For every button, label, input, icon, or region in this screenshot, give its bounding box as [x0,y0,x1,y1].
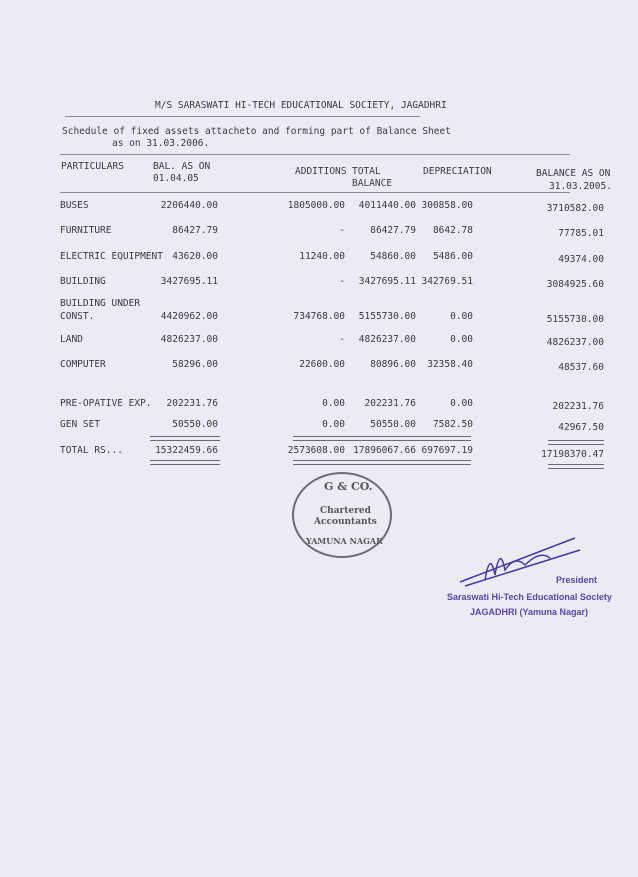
cell-closing: 5155730.00 [546,314,604,325]
header-closing-date: 31.03.2005. [549,181,612,192]
cell-total: 80896.00 [370,359,416,370]
asset-name: CONST. [60,311,95,322]
cell-additions: 22600.00 [299,359,345,370]
total-label: TOTAL RS... [60,445,123,456]
cell-depreciation: 7582.50 [432,419,473,430]
seal-text: Accountants [314,517,377,527]
cell-additions: - [339,334,345,345]
cell-opening: 43620.00 [172,251,218,262]
seal-text: YAMUNA NAGAR [306,536,383,546]
cell-closing: 42967.50 [558,422,604,433]
cell-depreciation: 0.00 [450,398,473,409]
asset-name: FURNITURE [60,225,112,236]
asset-name: BUILDING [60,276,106,287]
asset-name: BUSES [60,200,89,211]
chartered-accountants-seal [292,472,392,558]
cell-closing: 48537.60 [558,362,604,373]
cell-additions: 0.00 [322,419,345,430]
cell-closing: 3084925.60 [546,279,604,290]
header-particulars: PARTICULARS [61,161,124,172]
cell-opening: 86427.79 [172,225,218,236]
cell-closing: 202231.76 [552,401,604,412]
cell-additions: - [339,276,345,287]
society-name-stamp: Saraswati Hi-Tech Educational Society [447,592,612,602]
cell-additions: 734768.00 [293,311,345,322]
cell-total: 86427.79 [370,225,416,236]
cell-depreciation: 342769.51 [421,276,473,287]
seal-text: Chartered [320,506,371,516]
cell-opening: 4420962.00 [160,311,218,322]
divider [65,116,420,117]
cell-opening: 58296.00 [172,359,218,370]
header-opening-date: 01.04.05 [153,173,199,184]
total-total: 17896067.66 [353,445,416,456]
total-additions: 2573608.00 [287,445,345,456]
header-depreciation: DEPRECIATION [423,166,492,177]
total-opening: 15322459.66 [155,445,218,456]
schedule-date: as on 31.03.2006. [112,138,210,149]
total-rule [548,464,604,469]
total-depreciation: 697697.19 [421,445,473,456]
cell-closing: 4826237.00 [546,337,604,348]
cell-closing: 3710582.00 [546,203,604,214]
cell-opening: 2206440.00 [160,200,218,211]
cell-closing: 77785.01 [558,228,604,239]
cell-depreciation: 8642.78 [432,225,473,236]
divider [60,192,570,193]
total-rule [293,460,471,465]
society-place-stamp: JAGADHRI (Yamuna Nagar) [470,607,589,617]
header-closing: BALANCE AS ON [536,168,611,179]
cell-opening: 50550.00 [172,419,218,430]
divider [60,154,570,155]
cell-opening: 3427695.11 [160,276,218,287]
asset-name: GEN SET [60,419,101,430]
header-opening: BAL. AS ON [153,161,211,172]
seal-text: G & CO. [324,480,373,493]
document-title: M/S SARASWATI HI-TECH EDUCATIONAL SOCIETY, JAGADHRI [155,100,447,111]
cell-total: 50550.00 [370,419,416,430]
cell-depreciation: 300858.00 [421,200,473,211]
cell-total: 5155730.00 [358,311,416,322]
asset-name: PRE-OPATIVE EXP. [60,398,152,409]
total-closing: 17198370.47 [541,449,604,460]
cell-total: 54860.00 [370,251,416,262]
total-rule [150,460,220,465]
asset-name: BUILDING UNDER [60,298,141,309]
schedule-title: Schedule of fixed assets attacheto and forming part of Balance Sheet [62,126,451,137]
asset-name: ELECTRIC EQUIPMENT [60,251,163,262]
total-rule [293,436,471,441]
cell-depreciation: 5486.00 [432,251,473,262]
cell-additions: - [339,225,345,236]
cell-opening: 202231.76 [166,398,218,409]
header-total-2: BALANCE [352,178,393,189]
asset-name: COMPUTER [60,359,106,370]
cell-total: 4011440.00 [358,200,416,211]
cell-opening: 4826237.00 [160,334,218,345]
cell-depreciation: 0.00 [450,334,473,345]
cell-depreciation: 0.00 [450,311,473,322]
asset-name: LAND [60,334,83,345]
president-label: President [556,575,598,585]
total-rule [150,436,220,441]
cell-total: 4826237.00 [358,334,416,345]
total-rule [548,440,604,445]
cell-additions: 1805000.00 [287,200,345,211]
header-total: TOTAL [352,166,381,177]
cell-additions: 0.00 [322,398,345,409]
cell-closing: 49374.00 [558,254,604,265]
cell-total: 202231.76 [364,398,416,409]
cell-depreciation: 32358.40 [427,359,473,370]
header-additions: ADDITIONS [295,166,347,177]
cell-total: 3427695.11 [358,276,416,287]
cell-additions: 11240.00 [299,251,345,262]
